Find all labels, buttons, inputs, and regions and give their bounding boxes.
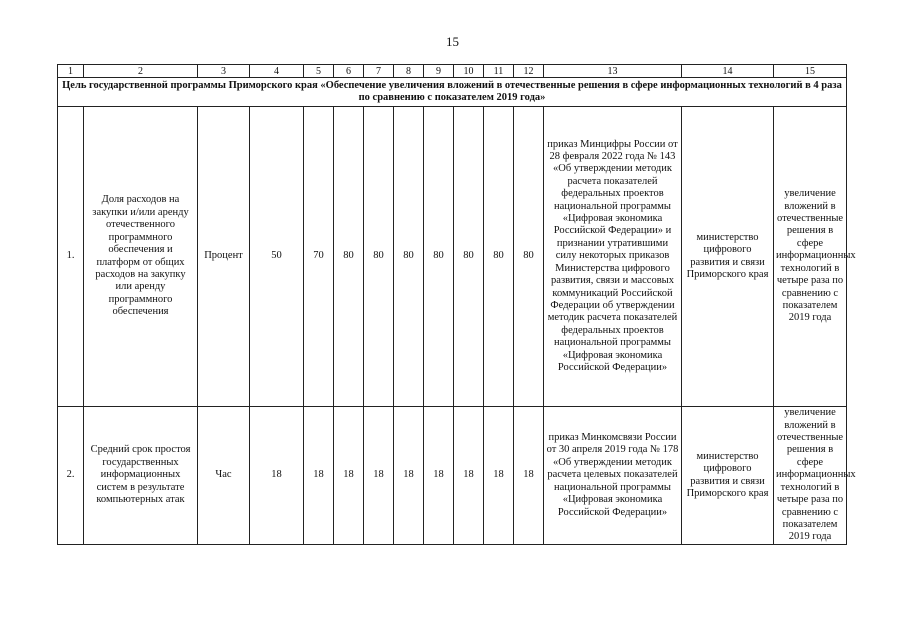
value-cell: 80 (364, 107, 394, 407)
column-number: 1 (58, 65, 84, 78)
value-cell: 18 (514, 407, 544, 545)
column-number: 12 (514, 65, 544, 78)
column-number: 11 (484, 65, 514, 78)
value-cell: 50 (250, 107, 304, 407)
row-number: 2. (58, 407, 84, 545)
column-number: 7 (364, 65, 394, 78)
responsible-body: министерство цифрового развития и связи Приморского края (682, 107, 774, 407)
responsible-body: министерство цифрового развития и связи Приморского края (682, 407, 774, 545)
goal-link: увеличение вложений в отечественные решения в сфере информационных технологий в четыре раза по сравнению с показателем 2019 года (774, 107, 847, 407)
row-number: 1. (58, 107, 84, 407)
methodology-document: приказ Минкомсвязи России от 30 апреля 2019 года № 178 «Об утверждении методик расчета целевых показателей национальной программы «Цифровая экономика Российской Федерации» (544, 407, 682, 545)
column-number: 15 (774, 65, 847, 78)
value-cell: 80 (424, 107, 454, 407)
goal-link: увеличение вложений в отечественные решения в сфере информационных технологий в четыре раза по сравнению с показателем 2019 года (774, 407, 847, 545)
column-number: 4 (250, 65, 304, 78)
column-number-row (58, 65, 847, 78)
column-number: 10 (454, 65, 484, 78)
value-cell: 80 (484, 107, 514, 407)
value-cell: 18 (334, 407, 364, 545)
value-cell: 70 (304, 107, 334, 407)
column-number: 14 (682, 65, 774, 78)
unit: Процент (198, 107, 250, 407)
goal-row (58, 78, 847, 107)
indicator-name: Доля расходов на закупки и/или аренду отечественного программного обеспечения и платформ от общих расходов на закупку или аренду программного обеспечения (84, 107, 198, 407)
table-row (58, 107, 847, 407)
column-number: 3 (198, 65, 250, 78)
value-cell: 80 (514, 107, 544, 407)
value-cell: 18 (394, 407, 424, 545)
column-number: 5 (304, 65, 334, 78)
column-number: 6 (334, 65, 364, 78)
column-number: 8 (394, 65, 424, 78)
methodology-document: приказ Минцифры России от 28 февраля 2022 года № 143 «Об утверждении методик расчета показателей федеральных проектов национальной программы «Цифровая экономика Российской Федерации» и признании утратившими силу некоторых приказов Министерства цифрового развития, связи и массовых коммуникаций Российской Федерации об утверждении методик расчета показателей федеральных проектов национальной программы «Цифровая экономика Российской Федерации» (544, 107, 682, 407)
indicator-name: Средний срок простоя государственных информационных систем в результате компьютерных атак (84, 407, 198, 545)
table-row (58, 407, 847, 545)
value-cell: 18 (364, 407, 394, 545)
value-cell: 18 (304, 407, 334, 545)
program-goal: Цель государственной программы Приморского края «Обеспечение увеличения вложений в отечественные решения в сфере информационных технологий в 4 раза по сравнению с показателем 2019 года» (58, 78, 847, 107)
page-number: 15 (446, 34, 459, 49)
value-cell: 80 (334, 107, 364, 407)
value-cell: 18 (484, 407, 514, 545)
column-number: 2 (84, 65, 198, 78)
value-cell: 18 (250, 407, 304, 545)
column-number: 9 (424, 65, 454, 78)
value-cell: 18 (454, 407, 484, 545)
indicators-table (57, 64, 856, 545)
value-cell: 80 (394, 107, 424, 407)
value-cell: 80 (454, 107, 484, 407)
column-number: 13 (544, 65, 682, 78)
unit: Час (198, 407, 250, 545)
value-cell: 18 (424, 407, 454, 545)
